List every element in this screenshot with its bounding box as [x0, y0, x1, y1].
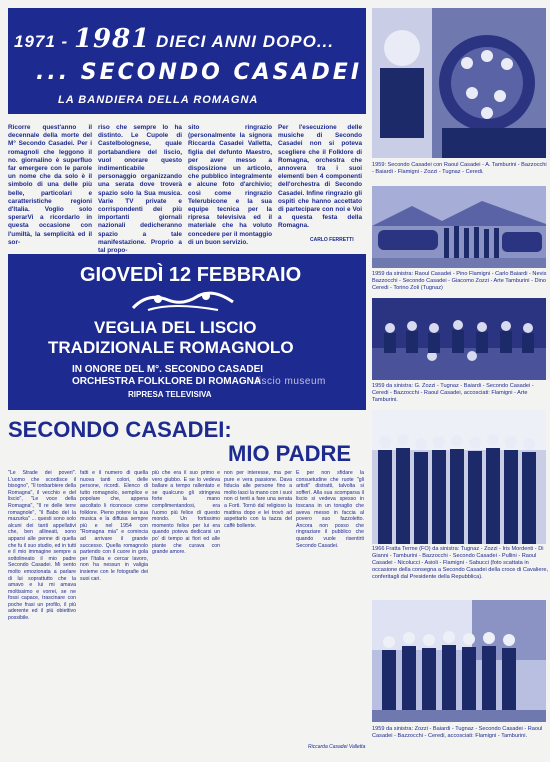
article-signature: Riccarda Casadei Valletta	[308, 744, 366, 750]
event-tv-line: RIPRESA TELEVISIVA	[128, 390, 212, 399]
photo-2-caption: 1959 da sinistra: Raoul Casadei - Pino Flamigni - Carlo Baiardi - Nevis Bazzocchi - Secondo Casadei - Giacomo Zozzi - Arte Tamburini - Dino Ceredi - Torino Zoli (Tugnaz)	[372, 271, 547, 291]
dancers-logo-icon	[128, 290, 238, 314]
event-orchestra-line: ORCHESTRA FOLKLORE DI ROMAGNA	[72, 376, 262, 387]
header-title-line	[14, 24, 334, 54]
photo-1	[372, 8, 546, 158]
photo-5-caption: 1959 da sinistra: Zozzi - Baiardi - Tugnaz - Secondo Casadei - Raoul Casadei - Bazzocchi - Ceredi, accosciati: Flamigni - Tamburini.	[372, 726, 543, 739]
header-banner	[8, 8, 366, 114]
event-honor-line: IN ONORE DEL M°. SECONDO CASADEI	[72, 364, 264, 375]
intro-column-1: Ricorre quest'anno il decennale della morte del M° Secondo Casadei. Per i romagnoli che leggono il no. giornalino è superfluo far emergere con le parole un nome che da solo è il simbolo di una delle più belle, particolari e caratteristiche regioni d'Italia. Voglio solo sperarVi a ricordarlo in questa occasione con l'umiltà, la semplicità ed il sor-	[8, 124, 92, 246]
intro-signature: CARLO FERRETTI	[310, 237, 354, 243]
photo-1-image	[372, 8, 546, 158]
photo-4-image	[372, 410, 546, 544]
article-column-2: fatti e il numero di quella nuova tanti colori, delle persone, ricordi. Elenco di tutto romagnolo, semplice e popolare che, appena ascoltato li riconosce come folklore. Pieno potere la sua musica e la diffusa sempre più e nel 1954 con "Romagna mia" e comincia ad arrivare il grande successo. Quella romagnolo partendo con il cuore in gola per l'Italia e cercar lavoro, non ha nessun in valigia insieme con le fotografie dei suoi cari.	[80, 470, 148, 582]
event-title-line-2: TRADIZIONALE ROMAGNOLO	[48, 338, 294, 357]
photo-4-caption: 1966 Fratta Terme (FO) da sinistra: Tugnaz - Zozzi - Iris Mordenti - Di Gianni - Tamburini - Bazzocchi - Secondo Casadei - Pullini - Raoul Casadei - Nicolucci - Asioli - Flamigni - Sabucci (foto scattata in occasione della consegna a Secondo Casadei della croce di Cavaliere, conferitagli dal Presidente della Repubblica).	[372, 546, 549, 580]
photo-4	[372, 410, 546, 544]
intro-column-4: Per l'esecuzione delle musiche di Secondo Casadei non si poteva scegliere che il Folklore di Romagna, orchestra che annovera tra i suoi elementi ben 4 componenti dell'orchestra di Secondo Casadei. Infine ringrazio gli ospiti che hanno accettato di partecipare con noi e Voi a questa festa della Romagna.	[278, 124, 362, 230]
article-column-5: E per non sfidare la consuetudine che ruote "gli artisti" distratti, talvolta si sofferì. Alla sua scomparsa il liscio si vedeva spesso in toscana in un tonaglio che aveva messo in faccia al povero suo fazzoletto. Ancora non posso che ringraziare il pubblico che quando vuole risentirti Secondo Casadei.	[296, 470, 364, 549]
article-column-4: non per interesse, ma per pure e vera passione. Dava fiducia alle persone fino a molto lasci la mano con i suoi non ci tenti a fare una serata a Forti. Tornò dal religioso la mattina dopo e lei trovò ad aspettarlo con la tazza del caffè bollente.	[224, 470, 292, 529]
event-title-line-1: VEGLIA DEL LISCIO	[94, 318, 257, 337]
header-subtitle: ... SECONDO CASADEI	[36, 60, 363, 85]
photo-1-caption: 1959: Secondo Casadei con Raoul Casadei - A. Tamburini - Bazzocchi - Baiardi - Flamigni - Zozzi - Tugnaz - Ceredi.	[372, 162, 547, 175]
intro-columns	[8, 124, 366, 255]
article-body	[8, 470, 366, 754]
header-tagline: LA BANDIERA DELLA ROMAGNA	[58, 94, 259, 106]
watermark-text: liscio museum	[256, 376, 326, 387]
header-years-prefix: 1971 -	[14, 32, 69, 51]
article-headline	[8, 417, 366, 466]
photo-2-image	[372, 186, 546, 268]
event-date: GIOVEDÌ 12 FEBBRAIO	[80, 264, 302, 286]
article-column-3: più che era il suo primo e vero giubbo. E se lo vedeva ballare a tempo rallentato e se qualcuno gli stringeva forte la mano complimentandosi, era l'uomo più felice di questo mondo. Un fortissimo momento felice per lui era quando poteva dedicarsi un po' di tempo ai fiori ed alle piante che curava con grande amore.	[152, 470, 220, 556]
intro-column-3: sito ringrazio (personalmente la signora Riccarda Casadei Valletta, figlia del defunto Maestro, per aver messo a disposizione un articolo, che pubblico integralmente e alcune foto d'archivio; così come ringrazio Telerubicone e la sua equipe tecnica per la ripresa televisiva ed il materiale che ha voluto concedere per il montaggio di un buon servizio.	[188, 124, 272, 246]
photo-5-image	[372, 600, 546, 722]
photo-2	[372, 186, 546, 268]
header-years-main: 1981	[73, 24, 151, 54]
photo-3	[372, 298, 546, 380]
article-column-1: "Le Strade dei poveri". L'uomo che scordisce il bisogno", "Il tonbarbiere della Romagna", il vecchio e del liscio", "Le voce della Romagna", "Il re delle terre romagnole", "il Babo del la mazurka" ... questi sono solo alcuni dei tanti appellativi che, ben allineati, sono apparsi alle penne di quella che fu il suo studio, ed in tutti e il mio immagine sempre a sottolineato il mio padre Secondo Casadei. Mi sento molto emozionata a parlare di lui soprattutto che la amavo e lui mi amava moltissimo e vorrei, se ne fossi capace, trascinare con poche frasi un profilo, il più aderente ed il più obiettivo possibile.	[8, 470, 76, 622]
article-headline-line-2: MIO PADRE	[228, 441, 352, 466]
article-headline-line-1: SECONDO CASADEI:	[8, 417, 232, 442]
header-title-rest: DIECI ANNI DOPO...	[156, 32, 334, 51]
photo-3-image	[372, 298, 546, 380]
photo-5	[372, 600, 546, 722]
photo-3-caption: 1959 da sinistra: G. Zozzi - Tugnaz - Baiardi - Secondo Casadei - Ceredi - Bazzocchi - Raoul Casadei, accosciati: Flamigni - Arte Tamburini.	[372, 383, 534, 403]
intro-column-2: riso che sempre lo ha distinto. Le Cupole di Castelbolognese, quale portabandiere del liscio, vuol onorare questo indimenticabile personaggio organizzando una serata dove troverà spazio solo la Sua musica. Varie TV private e corrispondenti dei più importanti giornali nazionali dedicheranno spazio a tale manifestazione. Proprio a tal propo-	[98, 124, 182, 255]
